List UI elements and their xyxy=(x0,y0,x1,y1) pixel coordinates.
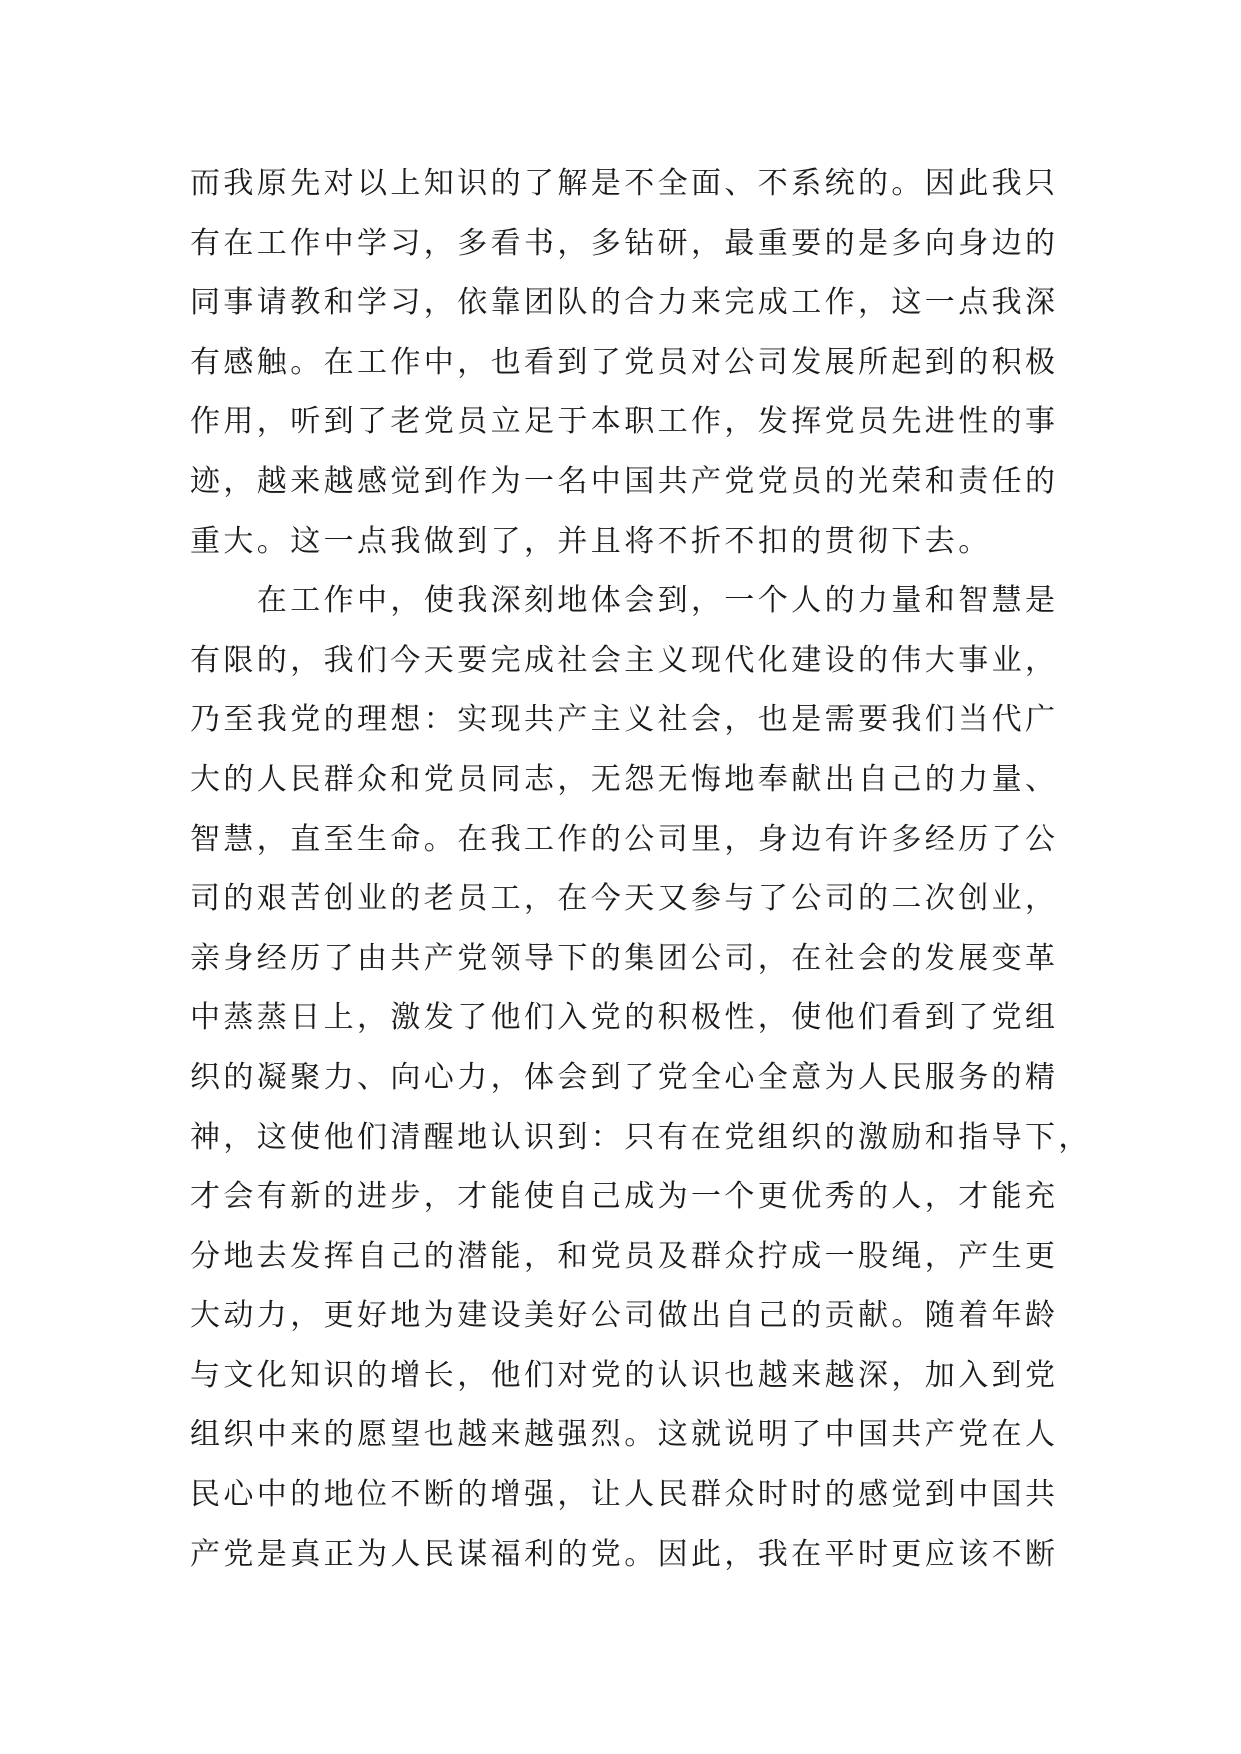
text-line: 智慧，直至生命。在我工作的公司里，身边有许多经历了公 xyxy=(190,821,1059,857)
text-line: 迹，越来越感觉到作为一名中国共产党党员的光荣和责任的 xyxy=(190,463,1059,499)
text-line: 大动力，更好地为建设美好公司做出自己的贡献。随着年龄 xyxy=(190,1298,1059,1334)
text-line: 大的人民群众和党员同志，无怨无悔地奉献出自己的力量、 xyxy=(190,761,1059,797)
text-line: 同事请教和学习，依靠团队的合力来完成工作，这一点我深 xyxy=(190,285,1059,321)
text-line: 亲身经历了由共产党领导下的集团公司，在社会的发展变革 xyxy=(190,940,1059,976)
text-line: 织的凝聚力、向心力，体会到了党全心全意为人民服务的精 xyxy=(190,1059,1059,1095)
text-line: 才会有新的进步，才能使自己成为一个更优秀的人，才能充 xyxy=(190,1179,1059,1215)
text-line: 民心中的地位不断的增强，让人民群众时时的感觉到中国共 xyxy=(190,1477,1059,1513)
body-text xyxy=(190,154,1092,1584)
text-line: 分地去发挥自己的潜能，和党员及群众拧成一股绳，产生更 xyxy=(190,1238,1059,1274)
text-line: 产党是真正为人民谋福利的党。因此，我在平时更应该不断 xyxy=(190,1536,1059,1572)
text-line: 而我原先对以上知识的了解是不全面、不系统的。因此我只 xyxy=(190,166,1059,201)
text-line: 有在工作中学习，多看书，多钻研，最重要的是多向身边的 xyxy=(190,225,1059,261)
text-line: 司的艰苦创业的老员工，在今天又参与了公司的二次创业， xyxy=(190,881,1059,917)
text-line: 有限的，我们今天要完成社会主义现代化建设的伟大事业， xyxy=(190,642,1059,678)
text-line: 组织中来的愿望也越来越强烈。这就说明了中国共产党在人 xyxy=(190,1417,1059,1453)
text-line: 重大。这一点我做到了，并且将不折不扣的贯彻下去。 xyxy=(190,523,992,559)
text-line: 与文化知识的增长，他们对党的认识也越来越深，加入到党 xyxy=(190,1357,1059,1393)
text-line: 中蒸蒸日上，激发了他们入党的积极性，使他们看到了党组 xyxy=(190,1000,1059,1036)
text-line: 作用，听到了老党员立足于本职工作，发挥党员先进性的事 xyxy=(190,404,1059,440)
text-line: 乃至我党的理想：实现共产主义社会，也是需要我们当代广 xyxy=(190,702,1059,738)
text-line: 在工作中，使我深刻地体会到，一个人的力量和智慧是 xyxy=(190,583,1059,619)
text-line: 神，这使他们清醒地认识到：只有在党组织的激励和指导下， xyxy=(190,1119,1092,1155)
text-line: 有感触。在工作中，也看到了党员对公司发展所起到的积极 xyxy=(190,344,1059,380)
